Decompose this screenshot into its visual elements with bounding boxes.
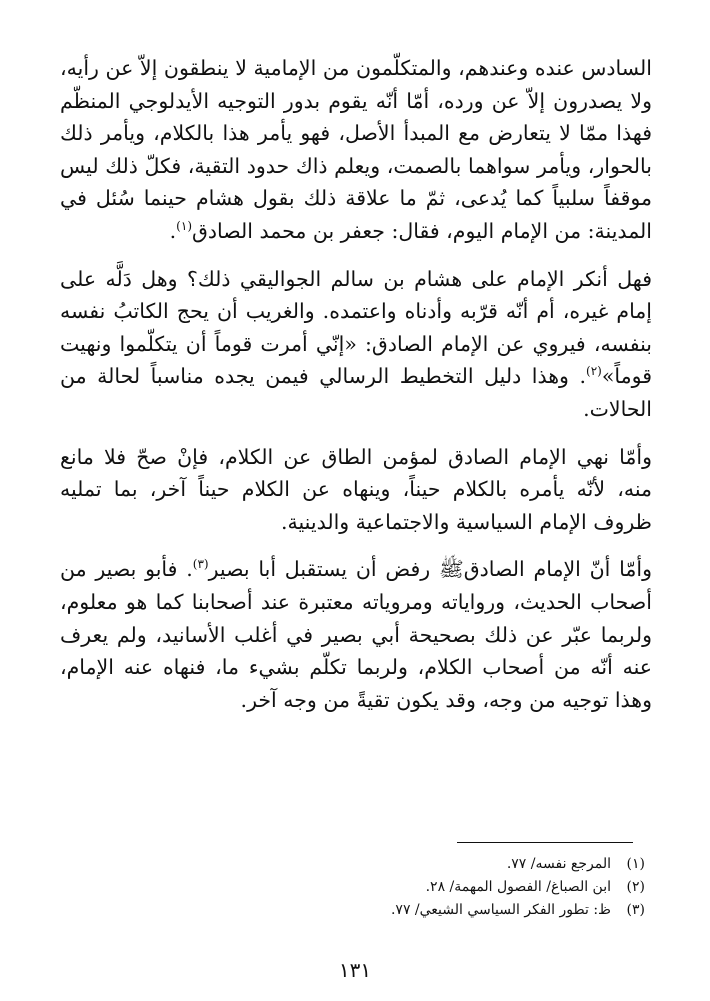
paragraph-1-end: . — [169, 218, 177, 243]
footnote-3 — [245, 899, 645, 922]
paragraph-1 — [60, 52, 652, 248]
paragraph-4-end: . فأبو بصير من أصحاب الحديث، ورواياته ومروياته معتبرة عند أصحابنا كما هو معلوم، ولربما عبّر عن ذلك بصحيحة أبي بصير في أغلب الأسانيد، ولم يعرف عنه أنّه من أصحاب الكلام، ولربما تكلّم بشيء ما، فنهاه عنه الإمام، وهذا توجيه من وجه، وقد يكون تقيةً من وجه آخر. — [60, 557, 652, 712]
paragraph-1-text: السادس عنده وعندهم، والمتكلّمون من الإمامية لا ينطقون إلاّ عن رأيه، ولا يصدرون إلاّ عن ورده، أمّا أنّه يقوم بدور التوجيه الأيدلوجي المنظّم فهذا ممّا لا يتعارض مع المبدأ الأصل، فهو يأمر هذا بالكلام، ويأمر ذلك بالحوار، ويأمر سواهما بالصمت، ويعلم ذاك حدود التقية، فكلّ ذلك ليس موقفاً سلبياً كما يُدعى، ثمّ ما علاقة ذلك بقول هشام حينما سُئل في المدينة: من الإمام اليوم، فقال: جعفر بن محمد الصادق — [60, 56, 652, 243]
footnote-divider — [457, 842, 633, 843]
footnotes — [245, 853, 645, 922]
footnote-2 — [245, 876, 645, 899]
paragraph-3 — [60, 441, 652, 539]
footnote-ref-1[interactable]: (١) — [176, 219, 192, 234]
footnote-number: (٣) — [626, 902, 645, 918]
footnote-ref-3[interactable]: (٣) — [192, 557, 209, 572]
paragraph-3-text: وأمّا نهي الإمام الصادق لمؤمن الطاق عن الكلام، فإنْ صحّ فلا مانع منه، لأنّه يأمره بالكلام حيناً، وينهاه عن الكلام حيناً آخر، بما تمليه ظروف الإمام السياسية والاجتماعية والدينية. — [60, 444, 652, 534]
paragraph-2-end: . وهذا دليل التخطيط الرسالي فيمن يجده مناسباً لحالة من الحالات. — [60, 364, 652, 421]
footnote-ref-2[interactable]: (٢) — [586, 364, 602, 379]
footnote-text: ابن الصباغ/ الفصول المهمة/ ٢٨. — [425, 879, 611, 895]
paragraph-4-text: وأمّا أنّ الإمام الصادقﷺ رفض أن يستقبل أبا بصير — [208, 557, 652, 582]
footnote-number: (٢) — [626, 879, 645, 895]
footnote-text: المرجع نفسه/ ٧٧. — [506, 856, 611, 872]
footnote-1 — [245, 853, 645, 876]
paragraph-2 — [60, 263, 652, 426]
footnote-text: ظ: تطور الفكر السياسي الشيعي/ ٧٧. — [390, 902, 611, 918]
paragraph-2-text: فهل أنكر الإمام على هشام بن سالم الجواليقي ذلك؟ وهل دَلَّه على إمام غيره، أم أنّه قرّبه وأدناه واعتمده. والغريب أن يحج الكاتبُ نفسه بنفسه، فيروي عن الإمام الصادق: «إنّي أمرت قوماً أن يتكلّموا ونهيت قوماً» — [60, 266, 652, 389]
paragraph-4 — [60, 553, 652, 716]
footnote-number: (١) — [626, 856, 645, 872]
page-body — [60, 52, 652, 716]
page-number: ١٣١ — [338, 958, 372, 982]
